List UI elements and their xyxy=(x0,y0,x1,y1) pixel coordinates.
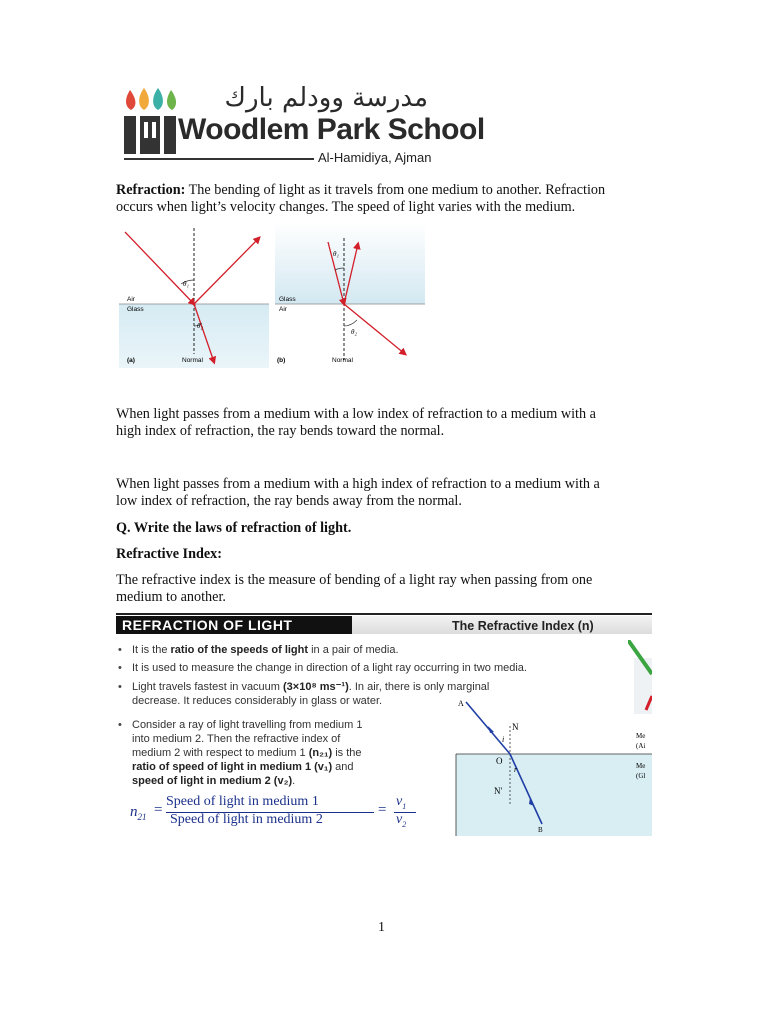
location-divider xyxy=(124,158,314,160)
panel-b-label: (b) xyxy=(277,357,286,364)
panel-a-angle-top: θ₁ xyxy=(183,280,189,288)
bullet-dot-icon: • xyxy=(118,681,122,693)
refraction-term: Refraction: xyxy=(116,182,186,198)
slide-bullet-2: • It is used to measure the change in direction of a light ray occurring in two media. xyxy=(118,662,527,674)
panel-a-bottom-medium: Glass xyxy=(127,306,144,313)
school-name-english: Woodlem Park School xyxy=(178,113,485,146)
slide-refraction-diagram xyxy=(430,696,652,836)
angle-i: i xyxy=(502,735,505,744)
point-o: O xyxy=(496,756,503,766)
question: Q. Write the laws of refraction of light. xyxy=(116,520,352,536)
medium-bottom-label-a: Me xyxy=(636,762,646,770)
formula-denominator: Speed of light in medium 2 xyxy=(170,812,323,827)
panel-b-angle-top: θ₁ xyxy=(333,250,339,258)
refraction-figure xyxy=(119,222,425,368)
panel-b-normal: Normal xyxy=(332,357,353,364)
slide-right-title: The Refractive Index (n) xyxy=(452,619,594,633)
refractive-index-heading: Refractive Index: xyxy=(116,546,222,562)
formula-numerator: Speed of light in medium 1 xyxy=(166,794,319,809)
panel-a-top-medium: Air xyxy=(127,296,135,303)
logo-drops-icon xyxy=(122,86,178,158)
point-a: A xyxy=(458,699,464,708)
bullet-dot-icon: • xyxy=(118,719,122,731)
panel-b xyxy=(275,222,425,364)
panel-a-angle-bottom: θ₂ xyxy=(197,322,203,330)
school-logo xyxy=(122,86,178,158)
toward-normal-paragraph xyxy=(116,406,656,439)
point-n: N xyxy=(512,722,519,732)
panel-b-angle-bottom: θ₂ xyxy=(351,328,357,336)
school-location: Al-Hamidiya, Ajman xyxy=(318,150,432,165)
panel-b-bottom-medium: Air xyxy=(279,306,287,313)
ri-line-1: The refractive index is the measure of bending of a light ray when passing from one xyxy=(116,572,593,588)
panel-a-label: (a) xyxy=(127,357,135,364)
medium-bottom-label-b: (Gl xyxy=(636,772,646,780)
point-b: B xyxy=(538,826,543,834)
away-line-1: When light passes from a medium with a high index of refraction to a medium with a xyxy=(116,476,600,492)
medium-top-label-a: Me xyxy=(636,732,646,740)
definition-line-2: occurs when light’s velocity changes. The speed of light varies with the medium. xyxy=(116,198,576,215)
angle-r: r xyxy=(514,765,518,774)
refractive-index-formula: $n_{21}$ = Speed of light in medium 1 Speed of light in medium 2 = $v_1$ $v_2$ xyxy=(130,794,430,834)
slide-top-rule xyxy=(116,613,652,615)
ri-line-2: medium to another. xyxy=(116,588,226,605)
medium-top-label-b: (Ai xyxy=(636,742,646,750)
school-name-arabic: مدرسة وودلم بارك xyxy=(224,83,428,113)
definition-line-1: The bending of light as it travels from one medium to another. Refraction xyxy=(185,182,606,198)
toward-line-2: high index of refraction, the ray bends toward the normal. xyxy=(116,422,445,439)
panel-b-top-medium: Glass xyxy=(279,296,296,303)
slide-title: REFRACTION OF LIGHT xyxy=(122,617,293,633)
refraction-diagram xyxy=(119,222,425,368)
point-n-prime: N' xyxy=(494,786,503,796)
slide-bullet-1: • It is the ratio of the speeds of light in a pair of media. xyxy=(118,644,399,656)
refraction-definition xyxy=(116,182,656,215)
page-number: 1 xyxy=(378,920,385,935)
panel-a xyxy=(119,228,269,368)
away-line-2: low index of refraction, the ray bends away from the normal. xyxy=(116,492,462,509)
slide-bullet-3: • Light travels fastest in vacuum (3×10⁸ ms⁻¹). In air, there is only marginal decrease. It reduces considerably in glass or water. xyxy=(118,681,490,707)
slide-bullet-4: • Consider a ray of light travelling from medium 1 into medium 2. Then the refractive index of medium 2 with respect to medium 1 (n₂₁) is the ratio of speed of light in medium 1 (v₁) and speed of light in medium 2 (v₂). xyxy=(118,719,363,787)
away-normal-paragraph xyxy=(116,476,656,509)
panel-a-normal: Normal xyxy=(182,357,203,364)
toward-line-1: When light passes from a medium with a low index of refraction to a medium with a xyxy=(116,406,596,422)
bullet-dot-icon: • xyxy=(118,644,122,656)
refractive-index-definition xyxy=(116,572,656,605)
bullet-dot-icon: • xyxy=(118,662,122,674)
